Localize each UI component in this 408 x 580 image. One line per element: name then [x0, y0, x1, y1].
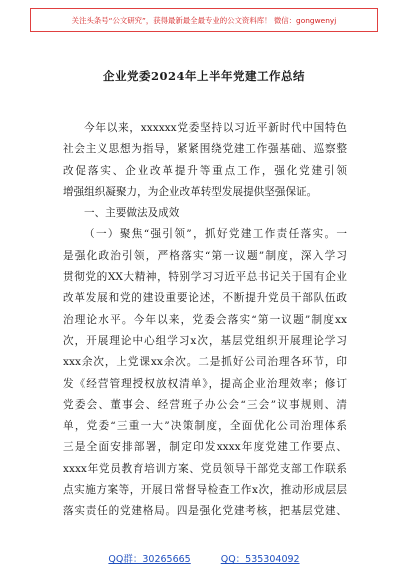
body-line: 发《经营管理授权放权清单》，提高企业治理效率；修订	[63, 377, 347, 390]
body-line: 贯彻党的XX大精神，特别学习习近平总书记关于国有企业	[63, 271, 347, 284]
section-heading: 一、主要做法及成效	[84, 207, 180, 220]
footer-contacts	[0, 551, 408, 565]
document-body	[63, 118, 347, 523]
body-line: 增强组织凝聚力，为企业改革转型发展提供坚强保证。	[63, 185, 318, 198]
body-line: （一）聚焦“强引领”，抓好党建工作责任落实。一	[84, 228, 347, 241]
body-line: 落实责任的党建格局。四是强化党建考核，把基层党建、	[63, 505, 347, 518]
body-line: 党委会、董事会、经营班子办公会“三会”议事规则、清	[63, 398, 347, 411]
body-line: 治理论水平。今年以来，党委会落实“第一议题”制度xx	[63, 313, 347, 326]
promo-banner	[30, 8, 378, 32]
promo-banner-text: 关注头条号“公文研究”，获得最新最全最专业的公文资料库！ 微信：gongwenyj	[71, 15, 337, 25]
body-line: 三是全面安排部署，制定印发xxxx年度党建工作要点、	[63, 441, 347, 454]
body-line: xxx余次，上党课xx余次。二是抓好公司治理各环节，印	[63, 356, 347, 369]
body-line: 单，党委“三重一大”决策制度，全面优化公司治理体系	[63, 420, 347, 433]
document-title: 企业党委2024年上半年党建工作总结	[102, 69, 305, 83]
body-line: 社会主义思想为指导，紧紧围绕党建工作强基础、巡察整	[63, 143, 347, 156]
body-line: 改革发展和党的建设重要论述，不断提升党员干部队伍政	[63, 292, 347, 305]
body-line: 次，开展理论中心组学习x次，基层党组织开展理论学习	[63, 334, 347, 347]
body-line: 今年以来，xxxxxx党委坚持以习近平新时代中国特色	[84, 122, 347, 134]
body-line: xxxx年党员教育培训方案、党员领导干部党支部工作联系	[63, 462, 347, 475]
body-line: 改促落实、企业改革提升等重点工作，强化党建引领	[63, 164, 347, 177]
body-line: 是强化政治引领，严格落实“第一议题”制度，深入学习	[63, 249, 347, 262]
qq-group-link[interactable]: QQ群：30265665	[108, 554, 191, 565]
qq-contact-link[interactable]: QQ：535304092	[220, 554, 300, 565]
body-line: 点实施方案等，开展日常督导检查工作x次，推动形成层层	[63, 484, 347, 497]
